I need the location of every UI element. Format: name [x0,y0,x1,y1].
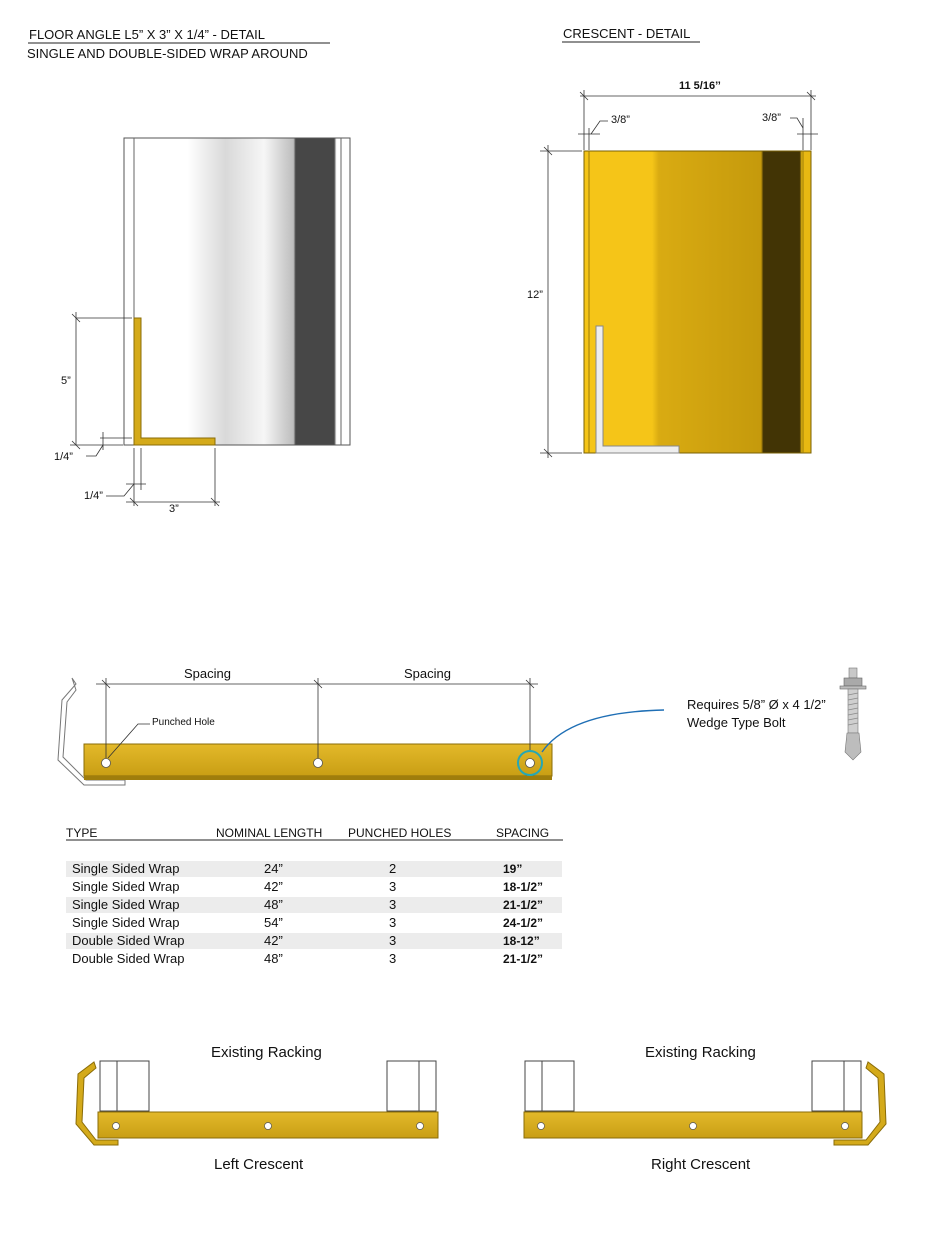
spacing-label-right: Spacing [404,666,451,681]
punched-hole [102,759,111,768]
punched-hole [314,759,323,768]
cell-spacing: 21-1/2” [503,898,544,912]
punched-hole-label: Punched Hole [152,717,215,728]
crescent-left-inset-label: 3/8” [611,114,630,126]
left-crescent-caption: Left Crescent [214,1156,304,1173]
cell-holes: 3 [389,879,397,894]
cell-holes: 3 [389,915,397,930]
crescent-height-label: 12” [527,289,543,301]
cell-length: 42” [264,879,283,894]
dim-width-label: 3” [169,503,179,515]
cell-length: 48” [264,897,283,912]
crescent-drawing [540,90,818,458]
punched-hole [526,759,535,768]
right-crescent-drawing [524,1061,886,1145]
cell-type: Double Sided Wrap [72,951,185,966]
dim-thickness-vertical-label: 1/4” [54,451,73,463]
right-crescent-caption: Right Crescent [651,1156,751,1173]
table-header-spacing: SPACING [496,826,550,840]
cell-holes: 3 [389,951,397,966]
cell-spacing: 21-1/2” [503,952,544,966]
crescent-title: CRESCENT - DETAIL [563,26,691,41]
cell-length: 42” [264,933,283,948]
cell-length: 48” [264,951,283,966]
bolt-requirement-line1: Requires 5/8” Ø x 4 1/2” [687,697,826,712]
rack-post [124,138,350,445]
bolt-requirement-line2: Wedge Type Bolt [687,715,786,730]
cell-spacing: 19” [503,862,523,876]
left-racking-label: Existing Racking [211,1044,322,1061]
crescent-guard [584,151,811,453]
crescent-right-inset-label: 3/8” [762,112,781,124]
floor-angle-subtitle: SINGLE AND DOUBLE-SIDED WRAP AROUND [27,46,308,61]
cell-holes: 3 [389,897,397,912]
cell-type: Double Sided Wrap [72,933,185,948]
cell-type: Single Sided Wrap [72,897,180,912]
cell-holes: 3 [389,933,397,948]
spacing-label-left: Spacing [184,666,231,681]
cell-length: 24” [264,861,283,876]
bolt-callout-line [542,710,664,752]
floor-angle-title: FLOOR ANGLE L5” X 3” X 1/4” - DETAIL [29,27,265,42]
cell-spacing: 18-1/2” [503,880,544,894]
crescent-width-label: 11 5/16’’ [679,80,721,92]
dim-thickness-horizontal-label: 1/4” [84,490,103,502]
cell-type: Single Sided Wrap [72,879,180,894]
left-crescent-drawing [76,1061,438,1145]
cell-holes: 2 [389,861,397,876]
table-header-holes: PUNCHED HOLES [348,826,452,840]
right-racking-label: Existing Racking [645,1044,756,1061]
floor-angle-drawing [70,138,350,506]
cell-spacing: 24-1/2” [503,916,544,930]
table-header-length: NOMINAL LENGTH [216,826,323,840]
table-header-type: TYPE [66,826,98,840]
cell-type: Single Sided Wrap [72,915,180,930]
dim-height-label: 5” [61,375,71,387]
wedge-bolt-icon [840,668,866,760]
cell-type: Single Sided Wrap [72,861,180,876]
cell-length: 54” [264,915,283,930]
cell-spacing: 18-12” [503,934,540,948]
